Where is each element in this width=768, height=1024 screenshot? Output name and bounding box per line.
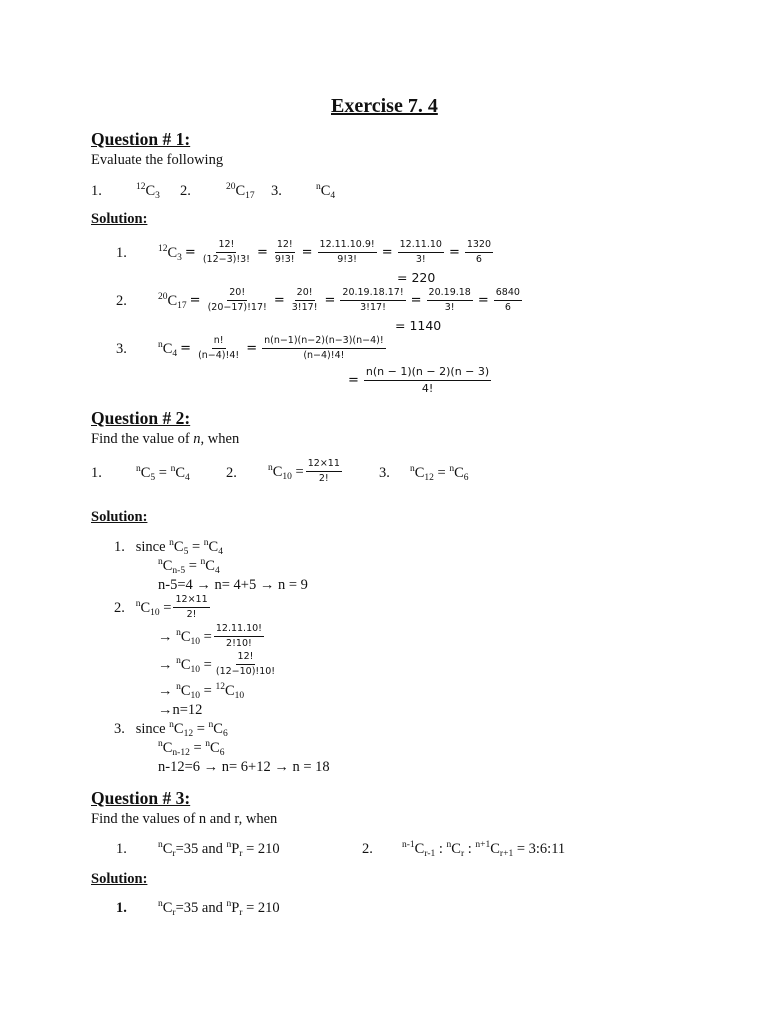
q1-item-3: 3. (271, 183, 282, 199)
q1-solution-label: Solution: (91, 211, 148, 227)
q2-item-1-num: 1. (91, 465, 102, 481)
q2-s1-line1: 1. since $^nC_5 = ^nC_4$ (114, 538, 223, 557)
q1-sol1-line: 1. $^{12}C_3$ = $\frac{12!}{(12-3)!3!}$ = $\frac{12!}{9!3!}$ = $\frac{12.11.10.9!}{9!3!}$ = $\frac{12.11.10}{3!}$ = $\frac{1320}{6}$ (116, 239, 492, 266)
q2-item-1-expr: $^nC_5 = ^nC_4$ (136, 464, 190, 483)
q1-item-3-expr: $^nC_4$ (316, 182, 336, 201)
q2-s2-line3: → $^nC_{10}$ = $\frac{12!}{(12-10)!10!}$ (158, 651, 276, 678)
q1-item-2-expr: $^{20}C_{17}$ (226, 182, 255, 201)
question-3-instruction: Find the values of n and r, when (91, 811, 278, 827)
q1-sol1-result: = 220 (397, 270, 436, 285)
q2-s3-line1: 3. since $^nC_{12} = ^nC_6$ (114, 720, 228, 739)
q2-s1-line3: n-5=4 → n= 4+5 → n = 9 (158, 577, 308, 593)
question-1-instruction: Evaluate the following (91, 152, 224, 168)
q1-sol3-line2: = $\frac{n(n - 1)(n - 2)(n - 3)}{4!}$ (348, 365, 490, 396)
q3-s1-num: 1. (116, 900, 127, 916)
q2-solution-label: Solution: (91, 509, 148, 525)
q2-s1-line2: $^nC_{n-5} = ^nC_4$ (158, 557, 220, 576)
q2-item-3-num: 3. (379, 465, 390, 481)
q2-s3-line2: $^nC_{n-12} = ^nC_6$ (158, 739, 225, 758)
q3-item-1-expr: $^nC_r=35$ and $^nP_r = 210$ (158, 840, 280, 859)
q2-item-2-expr: $^nC_{10}$ = $\frac{12\times 11}{2!}$ (268, 458, 340, 485)
q1-sol2-line: 2. $^{20}C_{17}$ = $\frac{20!}{(20-17)!17!}$ = $\frac{20!}{3!17!}$ = $\frac{20.19.18.17!}{3!17!}$ = $\frac{20.19.18}{3!}$ = $\frac{6840}{6}$ (116, 287, 520, 314)
q2-s3-line3: n-12=6 → n= 6+12 → n = 18 (158, 759, 330, 775)
q3-item-1-num: 1. (116, 841, 127, 857)
page-title: Exercise 7. 4 (331, 95, 438, 117)
q2-s2-line2: → $^nC_{10}$ = $\frac{12.11.10!}{2!10!}$ (158, 623, 262, 650)
q2-item-3-expr: $^nC_{12} = ^nC_6$ (410, 464, 469, 483)
q1-item-1-expr: $^{12}C_3$ (136, 182, 160, 201)
q1-item-2: 2. (180, 183, 191, 199)
q3-item-2-expr: $^{n-1}C_{r-1}$ : $^nC_r$ : $^{n+1}C_{r+1}$ = 3:6:11 (402, 840, 566, 859)
question-3-heading: Question # 3: (91, 788, 191, 808)
q2-s2-line1: 2. $^nC_{10}$ = $\frac{12\times 11}{2!}$ (114, 594, 208, 621)
question-2-instruction: Find the value of n, when (91, 431, 240, 447)
q3-solution-label: Solution: (91, 871, 148, 887)
q3-s1-expr: $^nC_r=35$ and $^nP_r = 210$ (158, 899, 280, 918)
q1-sol3-line: 3. $^nC_4$ = $\frac{n!}{(n-4)!4!}$ = $\frac{n(n-1)(n-2)(n-3)(n-4)!}{(n-4)!4!}$ (116, 335, 384, 362)
question-1-heading: Question # 1: (91, 129, 191, 149)
q1-item-1: 1. (91, 183, 102, 199)
q2-s2-line4: → $^nC_{10} = ^{12}C_{10}$ (158, 682, 245, 701)
q2-item-2-num: 2. (226, 465, 237, 481)
q3-item-2-num: 2. (362, 841, 373, 857)
q1-sol2-result: = 1140 (395, 318, 442, 333)
q2-s2-line5: →n=12 (158, 702, 203, 718)
question-2-heading: Question # 2: (91, 408, 191, 428)
